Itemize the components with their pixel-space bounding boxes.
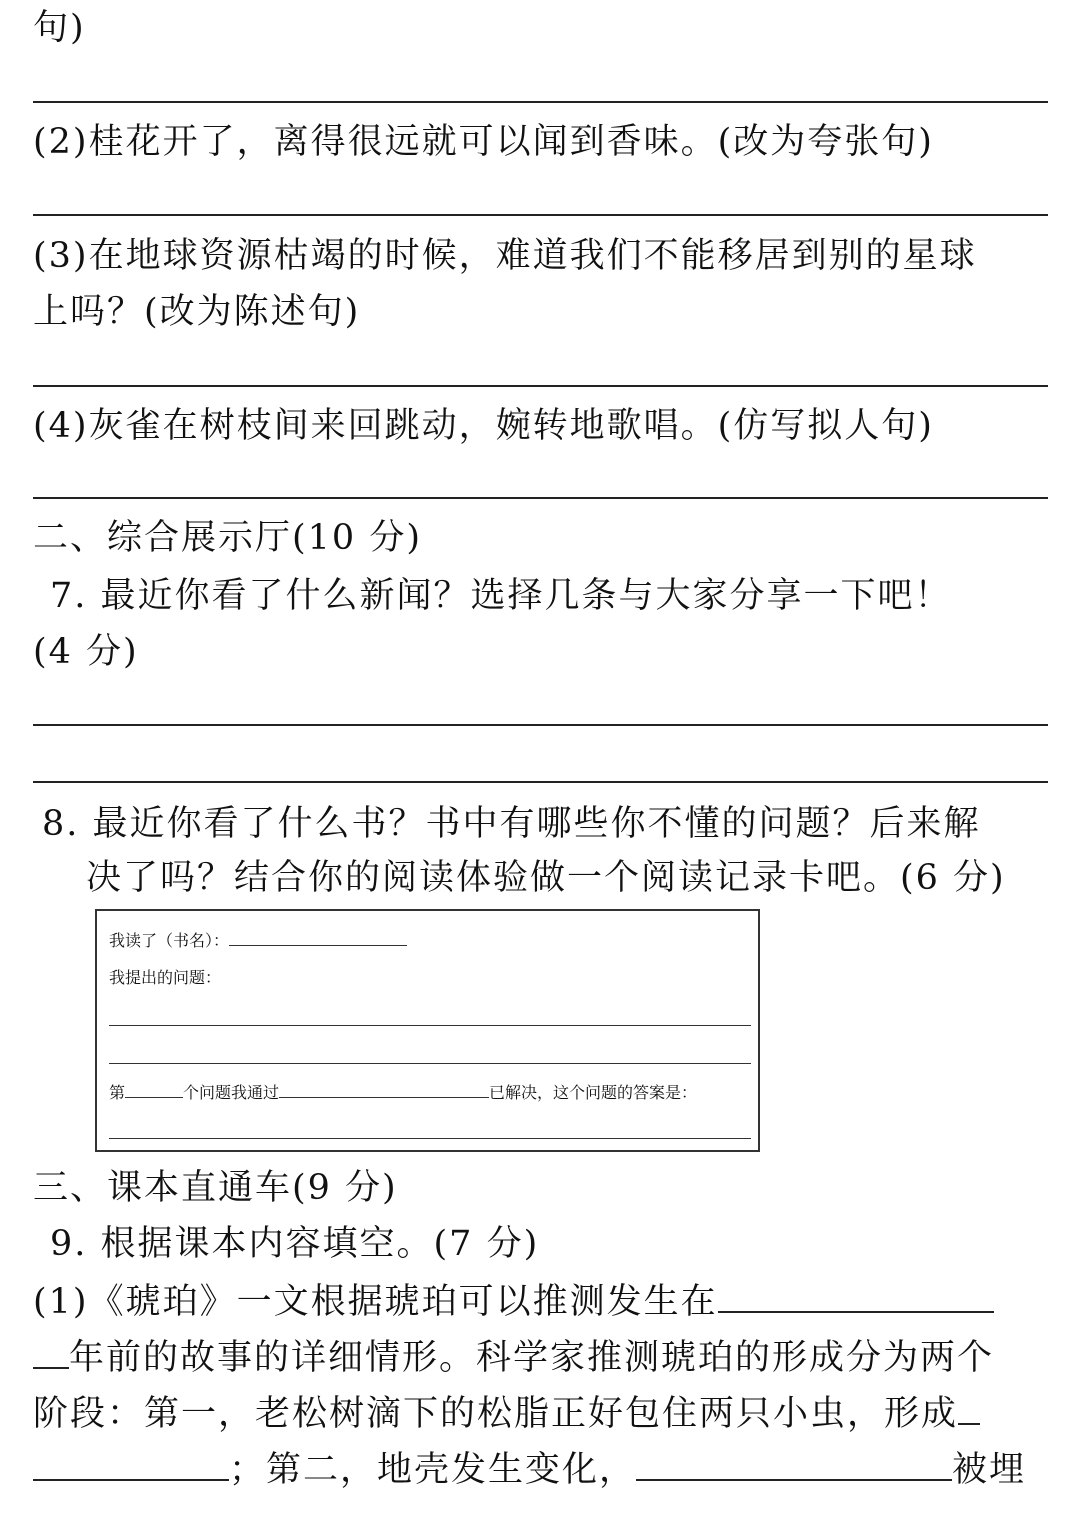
fill-blank[interactable] bbox=[33, 1337, 69, 1369]
question-9-1-text4: ；第二，地壳发生变化， bbox=[229, 1450, 637, 1490]
answer-line bbox=[33, 497, 1048, 499]
question-9-1-line2 bbox=[33, 1336, 994, 1380]
card-solve-row bbox=[109, 1081, 697, 1104]
question-9-1-text2: 年前的故事的详细情形。科学家推测琥珀的形成分为两个 bbox=[69, 1338, 995, 1378]
answer-line bbox=[33, 781, 1048, 783]
section-2-heading: 二、综合展示厅(10 分) bbox=[33, 518, 422, 558]
answer-line bbox=[33, 101, 1048, 103]
section-3-heading: 三、课本直通车(9 分) bbox=[33, 1168, 398, 1208]
reading-record-card bbox=[95, 909, 760, 1152]
method-blank[interactable] bbox=[279, 1081, 489, 1098]
fill-blank[interactable] bbox=[718, 1281, 994, 1313]
question-6-4: (4)灰雀在树枝间来回跳动，婉转地歌唱。(仿写拟人句) bbox=[33, 406, 934, 446]
question-9: 9. 根据课本内容填空。(7 分) bbox=[50, 1224, 540, 1264]
question-9-1-line4 bbox=[33, 1448, 1026, 1492]
question-9-1-line3 bbox=[33, 1392, 980, 1436]
fill-blank[interactable] bbox=[958, 1393, 980, 1425]
answer-line bbox=[33, 724, 1048, 726]
card-book-row bbox=[109, 929, 407, 952]
question-9-1-text3: 阶段：第一，老松树滴下的松脂正好包住两只小虫，形成 bbox=[33, 1394, 959, 1434]
question-7-line2: (4 分) bbox=[33, 632, 139, 672]
fill-blank[interactable] bbox=[33, 1449, 229, 1481]
question-9-1-text1: (1)《琥珀》一文根据琥珀可以推测发生在 bbox=[33, 1282, 718, 1322]
answer-line bbox=[33, 385, 1048, 387]
card-solve-text-3: 已解决，这个问题的答案是： bbox=[489, 1083, 698, 1102]
question-6-2: (2)桂花开了，离得很远就可以闻到香味。(改为夸张句) bbox=[33, 122, 934, 162]
question-8-line2: 决了吗？结合你的阅读体验做一个阅读记录卡吧。(6 分) bbox=[86, 858, 1006, 898]
question-8-line1: 8. 最近你看了什么书？书中有哪些你不懂的问题？后来解 bbox=[42, 804, 981, 844]
question-9-1-text5: 被埋 bbox=[952, 1450, 1027, 1490]
question-number-blank[interactable] bbox=[125, 1081, 183, 1098]
card-book-label: 我读了（书名）： bbox=[109, 931, 230, 950]
card-solve-text-2: 个问题我通过 bbox=[183, 1083, 280, 1102]
card-answer-line[interactable] bbox=[109, 1138, 751, 1139]
card-question-label: 我提出的问题： bbox=[109, 968, 222, 987]
line-0: 句) bbox=[33, 8, 86, 48]
question-7-line1: 7. 最近你看了什么新闻？选择几条与大家分享一下吧！ bbox=[50, 576, 952, 616]
question-6-3-line2: 上吗？(改为陈述句) bbox=[33, 292, 361, 332]
book-name-blank[interactable] bbox=[229, 929, 407, 946]
question-9-1-line1 bbox=[33, 1280, 994, 1324]
question-6-3-line1: (3)在地球资源枯竭的时候，难道我们不能移居到别的星球 bbox=[33, 236, 977, 276]
fill-blank[interactable] bbox=[636, 1449, 952, 1481]
answer-line bbox=[33, 214, 1048, 216]
card-answer-line[interactable] bbox=[109, 1025, 751, 1026]
card-answer-line[interactable] bbox=[109, 1063, 751, 1064]
card-solve-text-1: 第 bbox=[109, 1083, 126, 1102]
